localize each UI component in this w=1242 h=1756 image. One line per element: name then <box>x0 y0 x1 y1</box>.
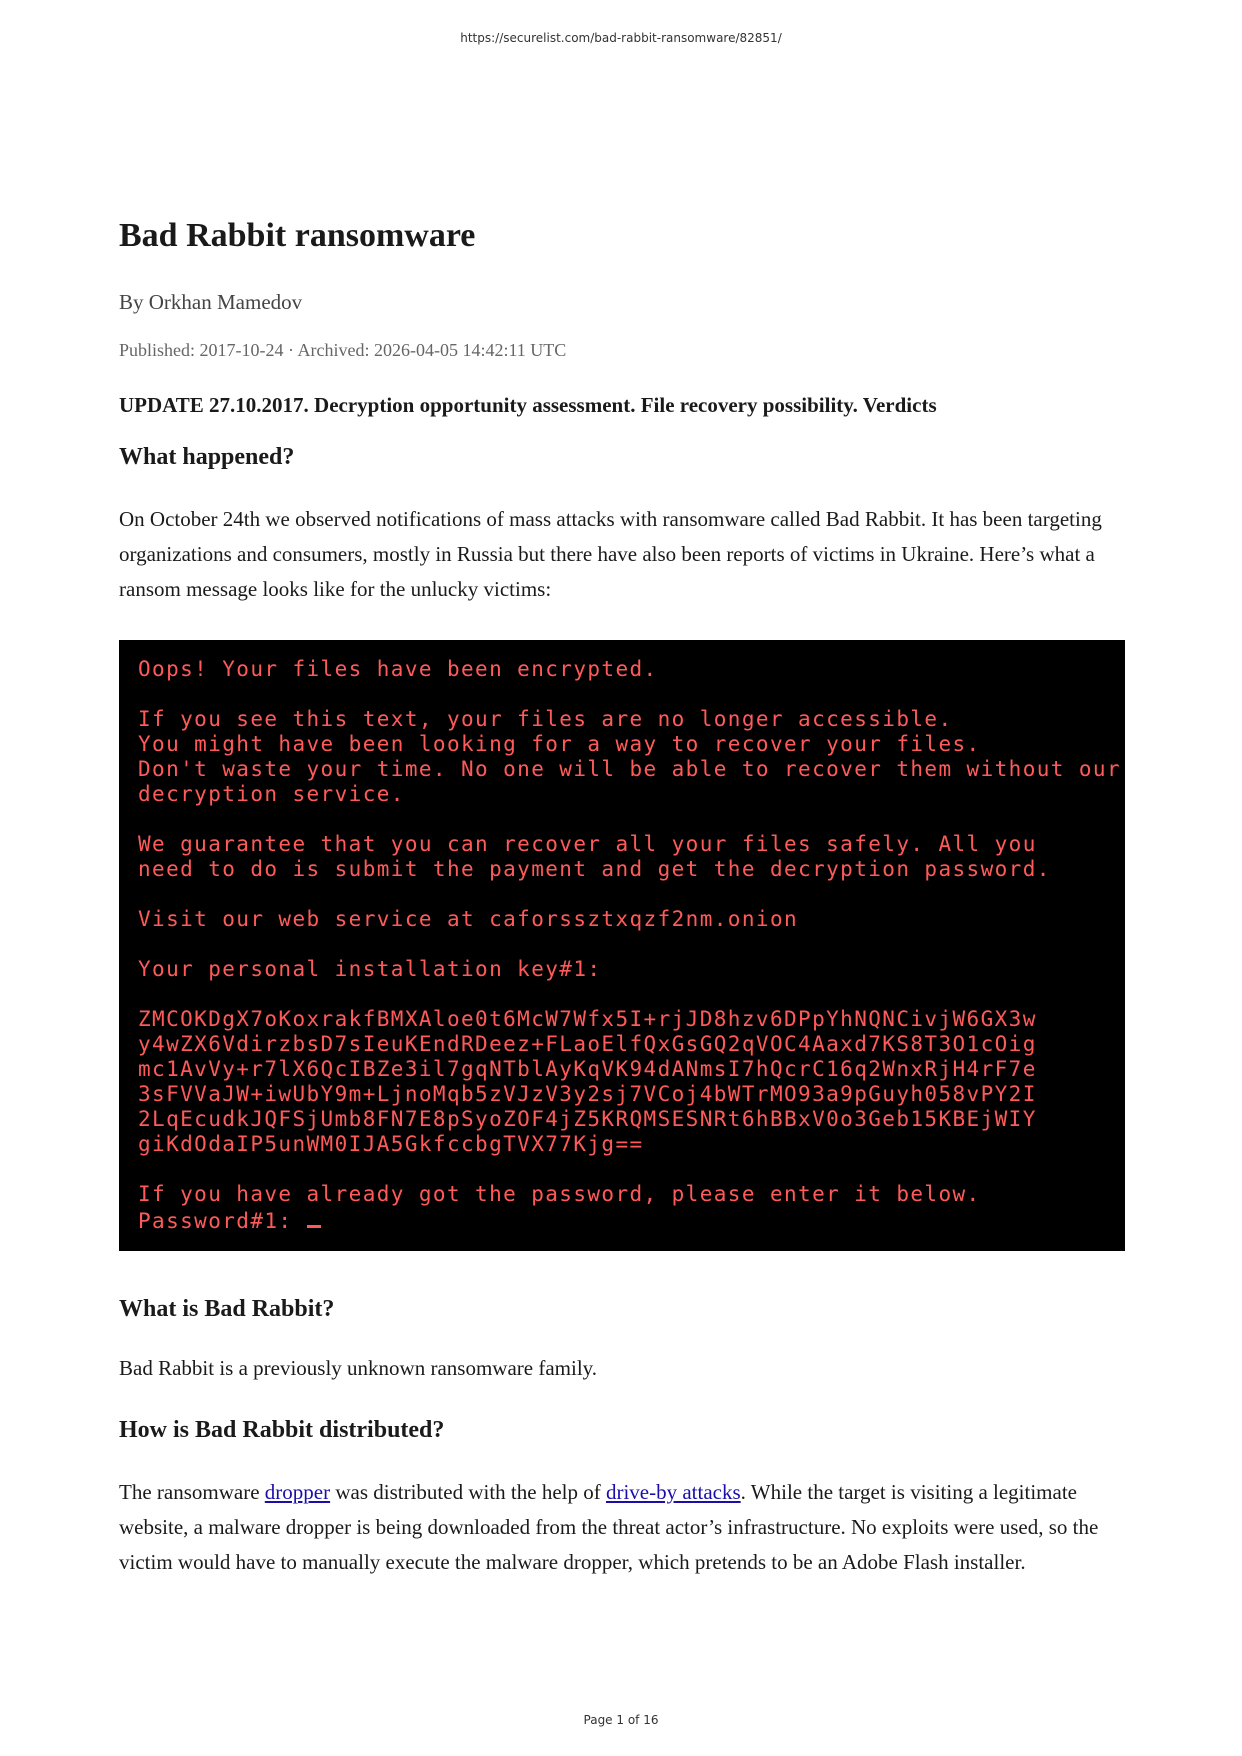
publish-meta: Published: 2017-10-24 · Archived: 2026-04-05 14:42:11 UTC <box>119 340 567 360</box>
ransom-line: If you have already got the password, please enter it below. <box>138 1182 981 1206</box>
link-dropper[interactable]: dropper <box>264 1480 331 1504</box>
ransom-password-prompt <box>138 1207 1125 1232</box>
ransom-line: Don't waste your time. No one will be able to recover them without our <box>138 757 1122 781</box>
paragraph-what-is: Bad Rabbit is a previously unknown ransomware family. <box>119 1356 598 1380</box>
paragraph-what-happened: On October 24th we observed notifications of mass attacks with ransomware called Bad Rabbit. It has been targeting organizations and consumers, mostly in Russia but there have also been reports of victims in Ukraine. Here’s what a ransom message looks like for the unlucky victims: <box>119 507 1102 601</box>
link-drive-by-attacks[interactable]: drive-by attacks <box>605 1480 741 1504</box>
paragraph-text: The ransomware <box>119 1480 265 1504</box>
page-number: Page 1 of 16 <box>583 1713 659 1727</box>
cursor-icon <box>307 1207 321 1228</box>
ransom-key-line: giKdOdaIP5unWM0IJA5GkfccbgTVX77Kjg== <box>138 1132 644 1156</box>
ransom-line: You might have been looking for a way to recover your files. <box>138 732 981 756</box>
paragraph-distributed <box>119 1475 1125 1580</box>
heading-what-happened: What happened? <box>119 444 295 470</box>
ransom-line: decryption service. <box>138 782 405 806</box>
ransom-key-line: mc1AvVy+r7lX6QcIBZe3il7gqNTblAyKqVK94dANmsI7hQcrC16q2WnxRjH4rF7e <box>138 1057 1037 1081</box>
paragraph-text: was distributed with the help of <box>330 1480 606 1504</box>
heading-what-is: What is Bad Rabbit? <box>119 1296 335 1322</box>
article-title: Bad Rabbit ransomware <box>119 217 476 254</box>
ransom-key-line: 3sFVVaJW+iwUbY9m+LjnoMqb5zVJzV3y2sj7VCoj4bWTrMO93a9pGuyh058vPY2I <box>138 1082 1037 1106</box>
ransom-line: Oops! Your files have been encrypted. <box>138 657 658 681</box>
author-byline: By Orkhan Mamedov <box>119 290 303 314</box>
ransom-key-line: 2LqEcudkJQFSjUmb8FN7E8pSyoZOF4jZ5KRQMSESNRt6hBBxV0o3Geb15KBEjWIY <box>138 1107 1037 1131</box>
ransom-line: We guarantee that you can recover all your files safely. All you <box>138 832 1037 856</box>
ransom-key-label: Your personal installation key#1: <box>138 957 602 981</box>
ransom-onion-line: Visit our web service at caforssztxqzf2nm.onion <box>138 907 799 931</box>
page-url: https://securelist.com/bad-rabbit-ransomware/82851/ <box>460 31 782 45</box>
ransom-message-screenshot <box>119 640 1125 1251</box>
ransom-key-line: y4wZX6VdirzbsD7sIeuKEndRDeez+FLaoElfQxGsGQ2qVOC4Aaxd7KS8T3O1cOig <box>138 1032 1037 1056</box>
paragraph-text: . While the target is visiting a legitimate website, a malware dropper is being downloaded from the threat actor’s infrastructure. No exploits were used, so the victim would have to manually execute the malware dropper, which pretends to be an Adobe Flash installer. <box>119 1480 1099 1574</box>
ransom-key-line: ZMCOKDgX7oKoxrakfBMXAloe0t6McW7Wfx5I+rjJD8hzv6DPpYhNQNCivjW6GX3w <box>138 1007 1037 1031</box>
heading-distributed: How is Bad Rabbit distributed? <box>119 1417 445 1443</box>
ransom-line: If you see this text, your files are no longer accessible. <box>138 707 953 731</box>
ransom-line: need to do is submit the payment and get the decryption password. <box>138 857 1051 881</box>
update-notice: UPDATE 27.10.2017. Decryption opportunity assessment. File recovery possibility. Verdicts <box>119 393 937 417</box>
password-prompt-label: Password#1: <box>138 1209 307 1233</box>
